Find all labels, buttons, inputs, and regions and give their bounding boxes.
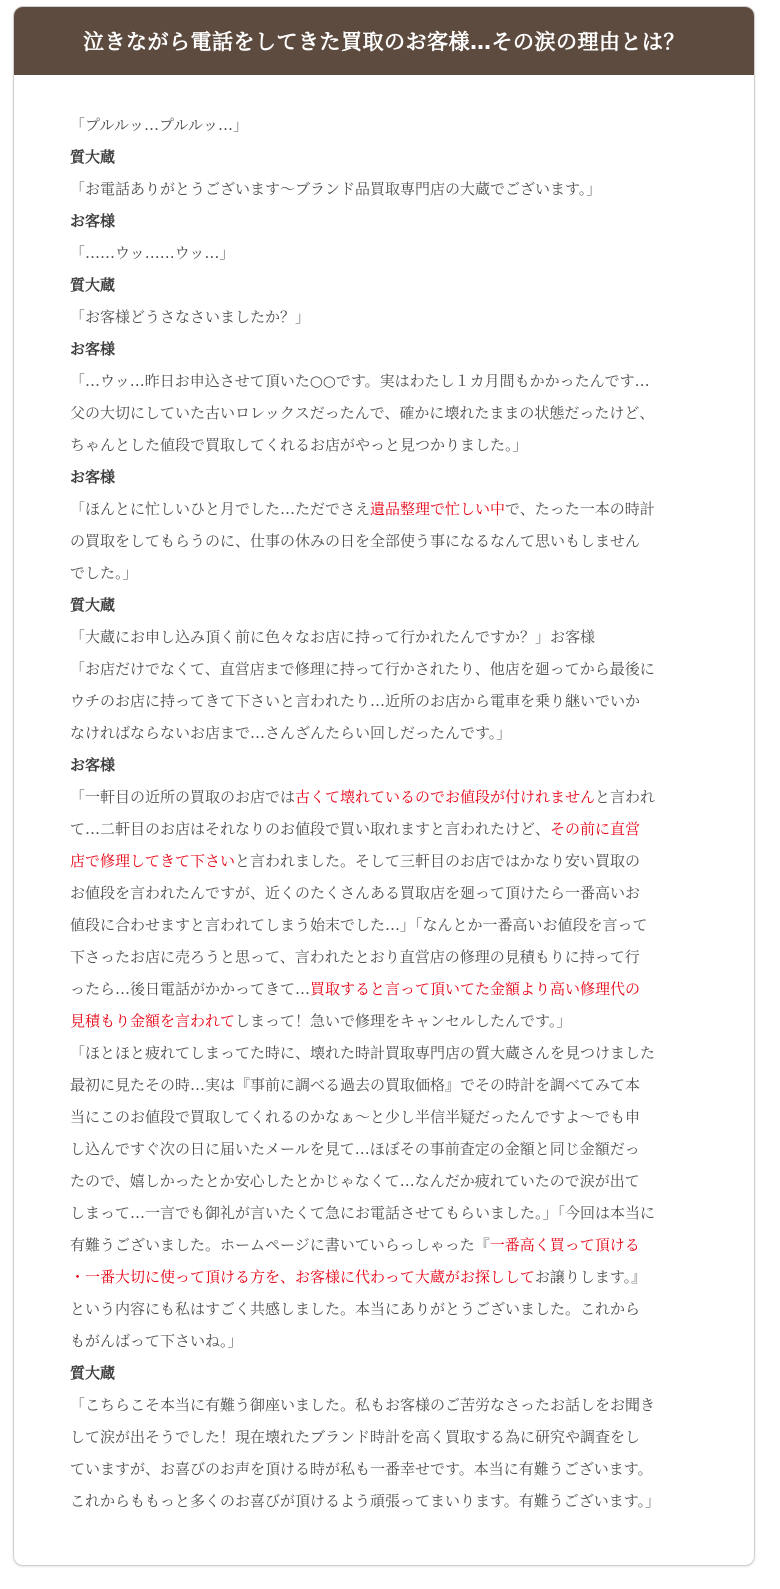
highlighted-text: 古くて壊れているのでお値段が付けれません — [295, 788, 596, 806]
dialogue-line: という内容にも私はすごく共感しました。本当にありがとうございました。これから — [70, 1300, 641, 1318]
dialogue-line — [70, 1005, 700, 1037]
dialogue-text: で、たった一本の時計 — [505, 500, 655, 518]
dialogue-line: ていますが、お喜びのお声を頂ける時が私も一番幸せです。本当に有難うございます。 — [70, 1460, 653, 1478]
highlighted-text: 遺品整理で忙しい中 — [370, 500, 506, 518]
dialogue-line: しまって…一言でも御礼が言いたくて急にお電話させてもらいました。」「今回は本当に — [70, 1204, 656, 1222]
highlighted-text: 店で修理してきて下さい — [70, 852, 236, 870]
dialogue-line: 「こちらこそ本当に有難う御座いました。私もお客様のご苦労なさったお話しをお聞き — [70, 1396, 656, 1414]
dialogue-text: て…二軒目のお店はそれなりのお値段で買い取れますと言われたけど、 — [70, 820, 551, 838]
highlighted-text: その前に直営 — [550, 820, 641, 838]
dialogue-line: 「大蔵にお申し込み頂く前に色々なお店に持って行かれたんですか？」お客様 — [70, 628, 596, 646]
dialogue-line: もがんばって下さいね。」 — [70, 1332, 243, 1350]
dialogue-text: 「ほんとに忙しいひと月でした…ただでさえ — [70, 500, 371, 518]
dialogue-line — [70, 813, 700, 845]
dialogue-line: して涙が出そうでした！現在壊れたブランド時計を高く買取する為に研究や調査をし — [70, 1428, 641, 1446]
dialogue-line: 最初に見たその時…実は『事前に調べる過去の買取価格』でその時計を調べてみて本 — [70, 1076, 641, 1094]
dialogue-line: ウチのお店に持ってきて下さいと言われたり…近所のお店から電車を乗り継いでいか — [70, 692, 641, 710]
article-title: 泣きながら電話をしてきた買取のお客様…その涙の理由とは？ — [14, 7, 754, 75]
highlighted-text: ・一番大切に使って頂ける方を、お客様に代わって大蔵がお探しして — [70, 1268, 535, 1286]
dialogue-line: これからももっと多くのお喜びが頂けるよう頑張ってまいります。有難うございます。」 — [70, 1492, 661, 1510]
dialogue-line: 「お電話ありがとうございます〜ブランド品買取専門店の大蔵でございます。」 — [70, 180, 602, 198]
dialogue-line: し込んですぐ次の日に届いたメールを見て…ほぼその事前査定の金額と同じ金額だっ — [70, 1140, 640, 1158]
dialogue-body — [70, 109, 700, 1517]
speaker-label: 質大蔵 — [70, 148, 116, 166]
dialogue-line: 「…ウッ…昨日お申込させて頂いた○○です。実はわたし１カ月間もかかったんです… — [70, 372, 650, 390]
dialogue-text: 「一軒目の近所の買取のお店では — [70, 788, 296, 806]
dialogue-text: と言われました。そして三軒目のお店ではかなり安い買取の — [235, 852, 641, 870]
speaker-label: 質大蔵 — [70, 596, 116, 614]
dialogue-line — [70, 493, 700, 525]
speaker-label: 質大蔵 — [70, 1364, 116, 1382]
dialogue-line: の買取をしてもらうのに、仕事の休みの日を全部使う事になるなんて思いもしません — [70, 532, 641, 550]
dialogue-line: 「……ウッ……ウッ…」 — [70, 244, 235, 262]
highlighted-text: 一番高く買って頂ける — [489, 1236, 640, 1254]
dialogue-text: 有難うございました。ホームページに書いていらっしゃった『 — [70, 1236, 490, 1254]
dialogue-line: 「お客様どうさなさいましたか？」 — [70, 308, 311, 326]
highlighted-text: 買取すると言って頂いてた金額より高い修理代の — [310, 980, 641, 998]
article-card — [13, 6, 755, 1566]
dialogue-line: 「お店だけでなくて、直営店まで修理に持って行かされたり、他店を廻ってから最後に — [70, 660, 655, 678]
speaker-label: お客様 — [70, 340, 116, 358]
dialogue-line — [70, 1229, 700, 1261]
dialogue-line: たので、嬉しかったとか安心したとかじゃなくて…なんだか疲れていたので涙が出て — [70, 1172, 640, 1190]
highlighted-text: 見積もり金額を言われて — [70, 1012, 236, 1030]
dialogue-line: 「ほとほと疲れてしまってた時に、壊れた時計買取専門店の質大蔵さんを見つけました — [70, 1044, 656, 1062]
dialogue-line — [70, 845, 700, 877]
speaker-label: お客様 — [70, 756, 116, 774]
dialogue-line: 下さったお店に売ろうと思って、言われたとおり直営店の修理の見積もりに持って行 — [70, 948, 640, 966]
dialogue-line: でした。」 — [70, 564, 138, 582]
speaker-label: お客様 — [70, 468, 116, 486]
dialogue-line: 値段に合わせますと言われてしまう始末でした…」「なんとか一番高いお値段を言って — [70, 916, 648, 934]
dialogue-line: ちゃんとした値段で買取してくれるお店がやっと見つかりました。」 — [70, 436, 528, 454]
speaker-label: 質大蔵 — [70, 276, 116, 294]
dialogue-text: ったら…後日電話がかかってきて… — [70, 980, 311, 998]
dialogue-line: お値段を言われたんですが、近くのたくさんある買取店を廻って頂けたら一番高いお — [70, 884, 641, 902]
dialogue-line: 父の大切にしていた古いロレックスだったんで、確かに壊れたままの状態だったけど、 — [70, 404, 655, 422]
dialogue-line: なければならないお店まで…さんざんたらい回しだったんです。」 — [70, 724, 512, 742]
dialogue-line: 「プルルッ…プルルッ…」 — [70, 116, 249, 134]
dialogue-text: お譲りします。』 — [534, 1268, 647, 1286]
dialogue-line — [70, 1261, 700, 1293]
dialogue-line — [70, 973, 700, 1005]
dialogue-line — [70, 781, 700, 813]
dialogue-text: と言われ — [595, 788, 656, 806]
speaker-label: お客様 — [70, 212, 116, 230]
dialogue-line: 当にこのお値段で買取してくれるのかなぁ〜と少し半信半疑だったんですよ〜でも申 — [70, 1108, 641, 1126]
dialogue-text: しまって！急いで修理をキャンセルしたんです。」 — [235, 1012, 572, 1030]
